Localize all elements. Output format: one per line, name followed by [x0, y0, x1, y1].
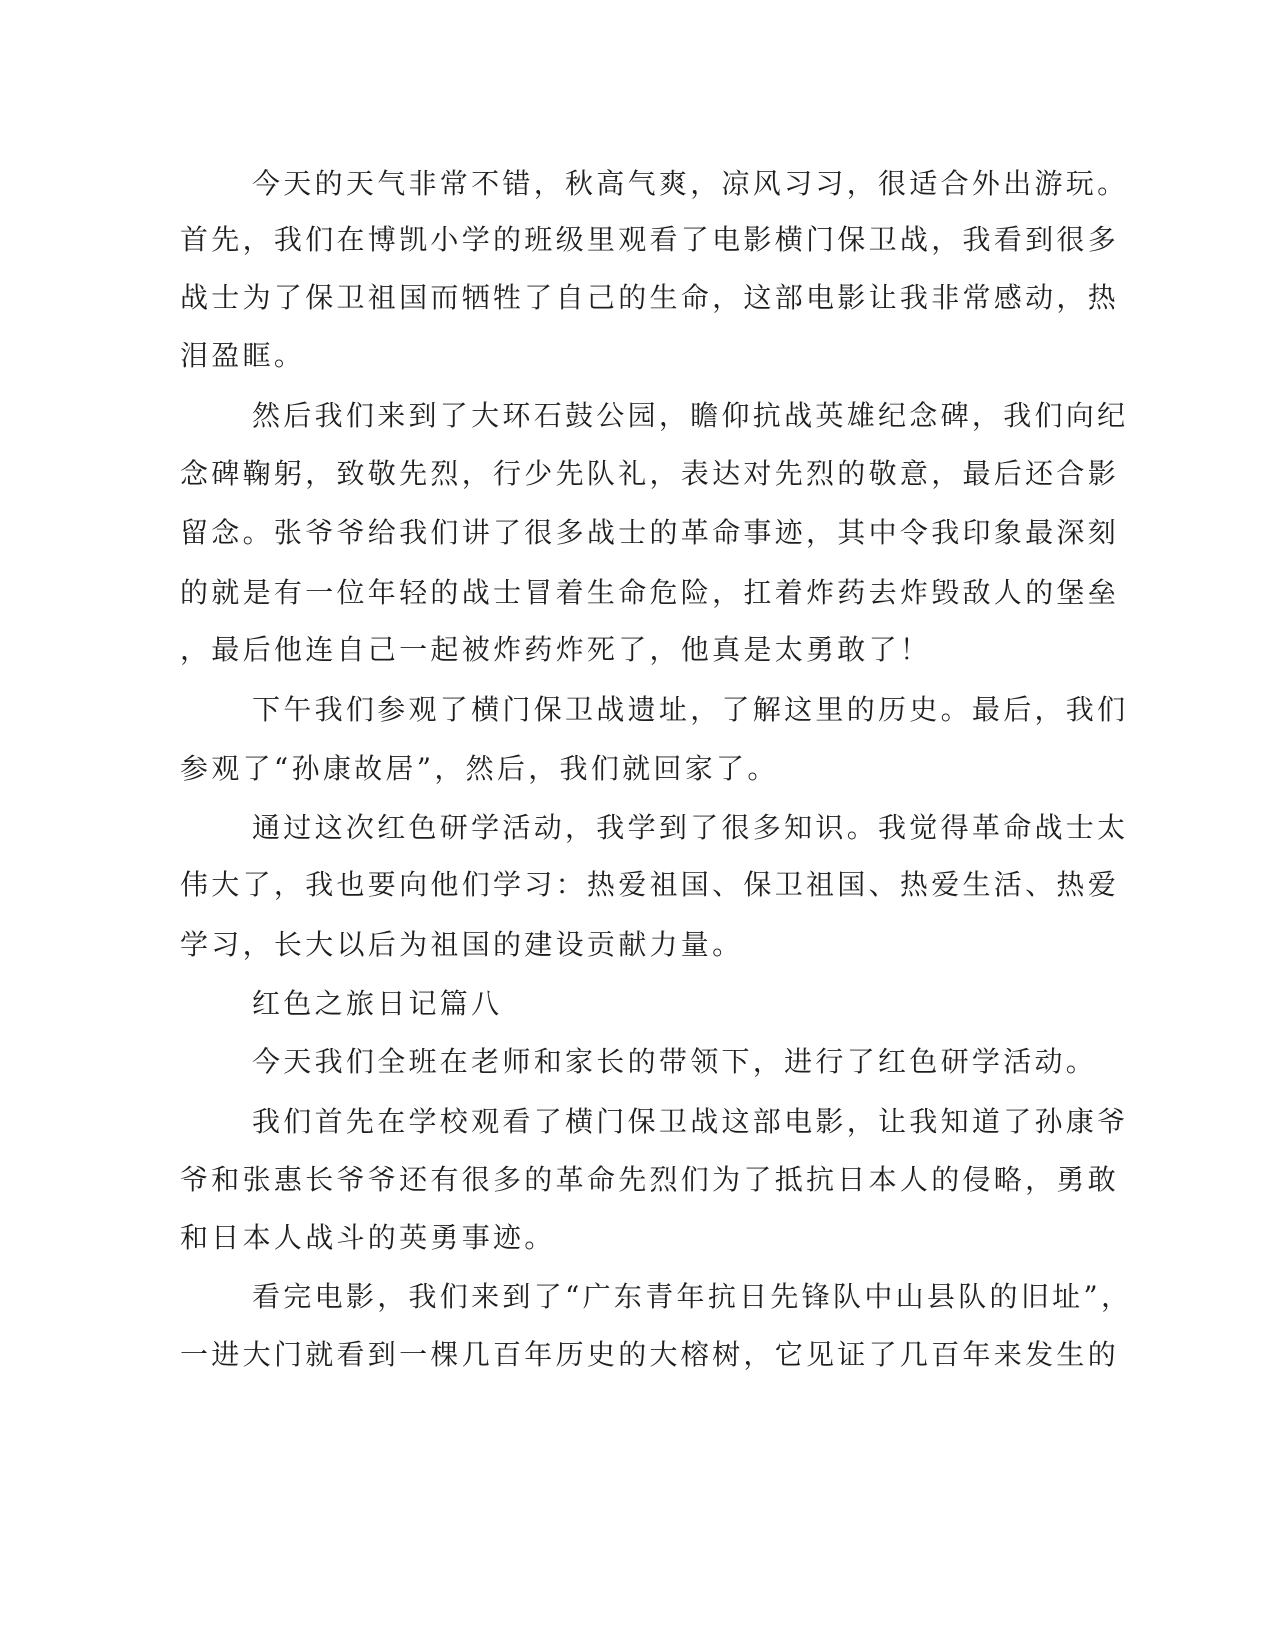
text-line: 学习，长大以后为祖国的建设贡献力量。 — [180, 928, 744, 961]
text-line: 留念。张爷爷给我们讲了很多战士的革命事迹，其中令我印象最深刻 — [180, 516, 1120, 549]
text-line: 的就是有一位年轻的战士冒着生命危险，扛着炸药去炸毁敌人的堡垒 — [180, 576, 1120, 609]
text-line: 战士为了保卫祖国而牺牲了自己的生命，这部电影让我非常感动，热 — [180, 281, 1120, 314]
text-line: 下午我们参观了横门保卫战遗址，了解这里的历史。最后，我们 — [252, 693, 1129, 726]
text-line: 看完电影，我们来到了“广东青年抗日先锋队中山县队的旧址”， — [252, 1280, 1133, 1313]
section-heading: 红色之旅日记篇八 — [252, 987, 503, 1020]
text-line: 通过这次红色研学活动，我学到了很多知识。我觉得革命战士太 — [252, 811, 1129, 844]
text-line: 一进大门就看到一棵几百年历史的大榕树，它见证了几百年来发生的 — [180, 1338, 1120, 1371]
text-line: 和日本人战斗的英勇事迹。 — [180, 1221, 556, 1254]
text-line: 泪盈眶。 — [180, 339, 306, 372]
text-line: 今天的天气非常不错，秋高气爽，凉风习习，很适合外出游玩。 — [252, 167, 1129, 200]
text-line: 首先，我们在博凯小学的班级里观看了电影横门保卫战，我看到很多 — [180, 223, 1120, 256]
text-line: 参观了“孙康故居”，然后，我们就回家了。 — [180, 752, 779, 785]
text-line: 伟大了，我也要向他们学习：热爱祖国、保卫祖国、热爱生活、热爱 — [180, 868, 1120, 901]
text-line: 然后我们来到了大环石鼓公园，瞻仰抗战英雄纪念碑，我们向纪 — [252, 399, 1129, 432]
text-line: ，最后他连自己一起被炸药炸死了，他真是太勇敢了！ — [180, 633, 932, 666]
text-line: 爷和张惠长爷爷还有很多的革命先烈们为了抵抗日本人的侵略，勇敢 — [180, 1163, 1120, 1196]
text-line: 念碑鞠躬，致敬先烈，行少先队礼，表达对先烈的敬意，最后还合影 — [180, 457, 1120, 490]
text-line: 我们首先在学校观看了横门保卫战这部电影，让我知道了孙康爷 — [252, 1105, 1129, 1138]
text-line: 今天我们全班在老师和家长的带领下，进行了红色研学活动。 — [252, 1045, 1098, 1078]
